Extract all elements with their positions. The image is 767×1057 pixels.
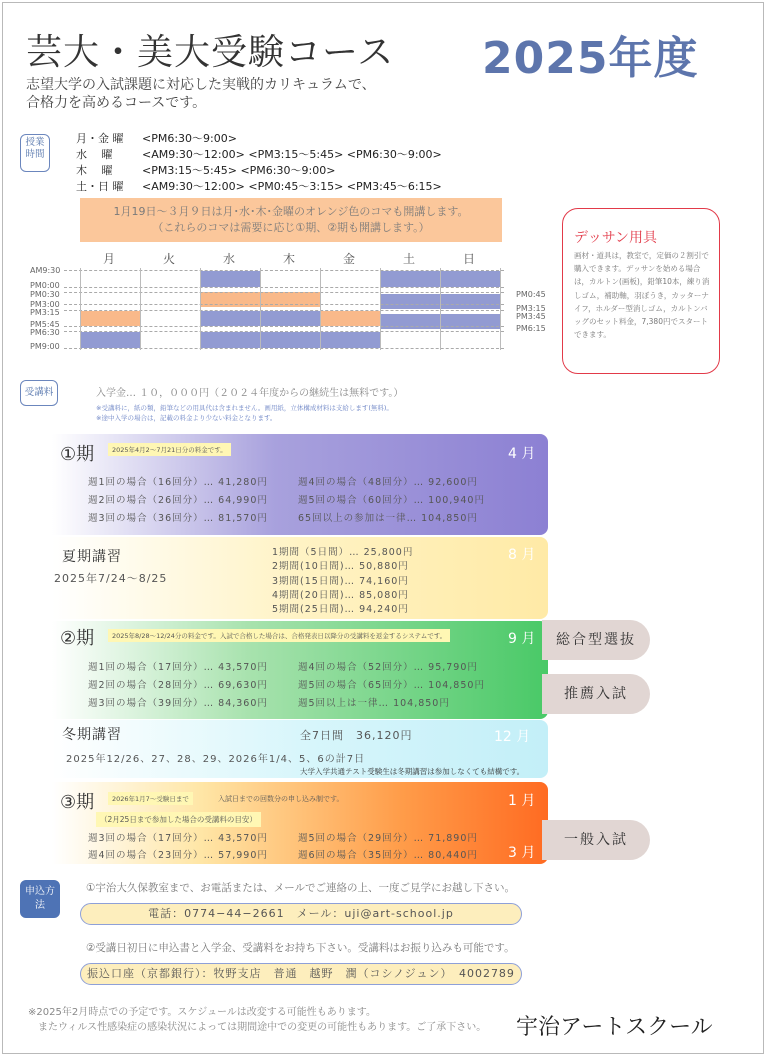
grid-line — [64, 304, 504, 305]
price-row: 週4回の場合（23回分）… 57,990円 — [88, 850, 268, 861]
fees-tag: 受講料 — [20, 380, 58, 406]
schedule-row: 月・金 曜 <PM6:30〜9:00> — [76, 132, 237, 145]
slot-sun-am — [441, 271, 500, 287]
time-label: PM3:00 — [30, 300, 60, 309]
slot-wed-am — [201, 271, 260, 287]
time-label: PM0:45 — [516, 290, 546, 299]
notice-line: （これらのコマは需要に応じ①期、②期も開講します。） — [152, 221, 430, 234]
term3-label: ③期 — [60, 792, 95, 813]
schedule-row: 木 曜 <PM3:15〜5:45> <PM6:30〜9:00> — [76, 164, 336, 177]
term3-month: 1 月 — [508, 793, 536, 809]
price-row: 3期間(15日間)… 74,160円 — [272, 576, 409, 587]
summer-label: 夏期講習 — [62, 549, 122, 565]
bank-box: 振込口座（京都銀行）：牧野支店 普通 越野 潤（コシノジュン） 4002789 — [80, 963, 522, 985]
apply-tag: 申込方法 — [20, 880, 60, 918]
page-title: 芸大・美大受験コース — [26, 32, 395, 73]
winter-price: 全7日間 36,120円 — [300, 729, 413, 742]
term2-month: 9 月 — [508, 631, 536, 647]
sogo-label: 総合型選抜 — [542, 620, 650, 660]
slot-thu-pm — [261, 311, 320, 326]
slot-wed-eve — [201, 332, 260, 348]
price-row: 週5回以上は一律… 104,850円 — [298, 698, 450, 709]
time-label: PM3:15 — [30, 308, 60, 317]
price-row: 週1回の場合（17回分）… 43,570円 — [88, 662, 268, 673]
fees-note: ※途中入学の場合は，記載の料金より少ない料金となります。 — [96, 414, 277, 422]
price-row: 4期間(20日間)… 85,080円 — [272, 590, 409, 601]
grid-line — [64, 270, 504, 271]
footer-note: またウィルス性感染症の感染状況によっては期間途中での変更の可能性もあります。ご了承下さい。 — [28, 1021, 487, 1033]
slot-fri-pm-orange — [321, 311, 380, 326]
grid-col — [500, 268, 501, 350]
summer-dates: 2025年7/24〜8/25 — [54, 572, 168, 585]
time-label: AM9:30 — [30, 266, 61, 275]
day-header: 木 — [282, 252, 295, 266]
slot-sat-pm1 — [381, 294, 440, 309]
grid-col — [380, 268, 381, 350]
term1-label: ①期 — [60, 444, 95, 465]
footer-notes — [28, 1006, 486, 1035]
grid-col — [140, 268, 141, 350]
dessin-box — [562, 208, 720, 374]
term3-note: （2月25日まで参加した場合の受講料の目安） — [96, 812, 261, 827]
slot-mon-eve — [81, 332, 140, 348]
grid-col — [200, 268, 201, 350]
price-row: 週1回の場合（16回分）… 41,280円 — [88, 477, 268, 488]
slot-sat-am — [381, 271, 440, 287]
schedule-row: 水 曜 <AM9:30〜12:00> <PM3:15〜5:45> <PM6:30〜9:00> — [76, 148, 442, 161]
day-header: 火 — [162, 252, 175, 266]
term1-month: 4 月 — [508, 446, 536, 462]
term3-period-note: 入試日までの回数分の申し込み制です。 — [218, 795, 344, 803]
day-header: 水 — [222, 252, 235, 266]
grid-line — [64, 287, 504, 288]
summer-month: 8 月 — [508, 547, 536, 563]
price-row: 1期間（5日間）… 25,800円 — [272, 547, 414, 558]
price-row: 5期間(25日間)… 94,240円 — [272, 604, 409, 615]
price-row: 週3回の場合（39回分）… 84,360円 — [88, 698, 268, 709]
intro-line: 合格力を高めるコースです。 — [26, 95, 207, 111]
slot-fri-eve — [321, 332, 380, 348]
ippan-label: 一般入試 — [542, 820, 650, 860]
term3-period: 2026年1月7〜受験日まで — [108, 792, 193, 805]
schedule-row: 土・日 曜 <AM9:30〜12:00> <PM0:45〜3:15> <PM3:45〜6:15> — [76, 180, 442, 193]
term3-month: 3 月 — [508, 845, 536, 861]
price-row: 65回以上の参加は一律… 104,850円 — [298, 513, 478, 524]
dessin-body: 画材・道具は，教室で，定価の２割引で購入できます。デッサンを始める場合は，カルトン(画板)，鉛筆10本，練り消しゴム，補助軸，羽ぼうき，カッターナイフ，ホルダー型消しゴム，カルトンバッグのセット料金，7,380円でスタートできます。 — [574, 251, 710, 340]
suisen-label: 推薦入試 — [542, 674, 650, 714]
grid-line — [64, 348, 504, 349]
notice-line: 1月19日〜３月９日は月･水･木･金曜のオレンジ色のコマも開講します。 — [113, 205, 469, 218]
entry-fee: 入学金… １０，０００円（２０２４年度からの継続生は無料です。） — [96, 388, 404, 399]
day-header: 月 — [102, 252, 115, 266]
grid-col — [320, 268, 321, 350]
time-label: PM6:15 — [516, 324, 546, 333]
school-name: 宇治アートスクール — [516, 1015, 713, 1040]
price-row: 週2回の場合（26回分）… 64,990円 — [88, 495, 268, 506]
grid-line — [64, 326, 504, 327]
time-label: PM0:30 — [30, 290, 60, 299]
footer-note: ※2025年2月時点での予定です。スケジュールは改変する可能性もあります。 — [28, 1007, 376, 1018]
slot-mon-pm-orange — [81, 311, 140, 326]
day-header: 金 — [342, 252, 355, 266]
price-row: 週3回の場合（36回分）… 81,570円 — [88, 513, 268, 524]
time-label: PM6:30 — [30, 328, 60, 337]
winter-dates: 2025年12/26、27、28、29、2026年1/4、5、6の計7日 — [66, 754, 366, 765]
spring-notice — [80, 198, 502, 242]
grid-col — [80, 268, 81, 350]
intro-line: 志望大学の入試課題に対応した実戦的カリキュラムで、 — [26, 77, 376, 93]
dessin-title: デッサン用具 — [574, 230, 658, 246]
time-label: PM3:15 — [516, 304, 546, 313]
price-row: 週2回の場合（28回分）… 69,630円 — [88, 680, 268, 691]
term2-period: 2025年8/28〜12/24分の料金です。入試で合格した場合は、合格発表日以降分の受講料を返金するシステムです。 — [108, 629, 450, 642]
time-label: PM0:00 — [30, 281, 60, 290]
price-row: 週5回の場合（60回分）… 100,940円 — [298, 495, 485, 506]
term2-label: ②期 — [60, 628, 95, 649]
grid-line — [64, 292, 504, 293]
grid-col — [260, 268, 261, 350]
slot-wed-pm — [201, 311, 260, 326]
price-row: 週4回の場合（48回分）… 92,600円 — [298, 477, 478, 488]
time-label: PM5:45 — [30, 320, 60, 329]
term1-period: 2025年4月2〜7月21日分の料金です。 — [108, 443, 231, 456]
price-row: 週4回の場合（52回分）… 95,790円 — [298, 662, 478, 673]
price-row: 週6回の場合（35回分）… 80,440円 — [298, 850, 478, 861]
schedule-tag: 授業時間 — [20, 134, 50, 172]
price-row: 週3回の場合（17回分）… 43,570円 — [88, 833, 268, 844]
price-row: 週5回の場合（29回分）… 71,890円 — [298, 833, 478, 844]
day-header: 土 — [402, 252, 415, 266]
grid-line — [64, 310, 504, 311]
intro-text — [26, 76, 446, 112]
winter-month: 12 月 — [494, 729, 531, 745]
time-label: PM9:00 — [30, 342, 60, 351]
time-label: PM3:45 — [516, 312, 546, 321]
slot-sun-pm1 — [441, 294, 500, 309]
price-row: 週5回の場合（65回分）… 104,850円 — [298, 680, 485, 691]
apply-step2: ②受講日初日に申込書と入学金、受講料をお持ち下さい。受講料はお振り込みも可能です。 — [86, 942, 515, 954]
fees-note: ※受講料に，紙の類，鉛筆などの用具代は含まれません。画用紙，立体構成材料は支給します(無料)。 — [96, 404, 393, 412]
winter-note: 大学入学共通テスト受験生は冬期講習は参加しなくても結構です。 — [300, 767, 525, 776]
year-label: 2025年度 — [482, 33, 699, 84]
contact-box: 電話：0774−44−2661 メール：uji@art-school.jp — [80, 903, 522, 925]
day-header: 日 — [462, 252, 475, 266]
grid-line — [64, 331, 504, 332]
winter-label: 冬期講習 — [62, 727, 122, 743]
slot-thu-eve — [261, 332, 320, 348]
grid-col — [440, 268, 441, 350]
apply-step1: ①宇治大久保教室まで、お電話または、メールでご連絡の上、一度ご見学にお越し下さい。 — [86, 882, 515, 894]
price-row: 2期間(10日間)… 50,880円 — [272, 561, 409, 572]
